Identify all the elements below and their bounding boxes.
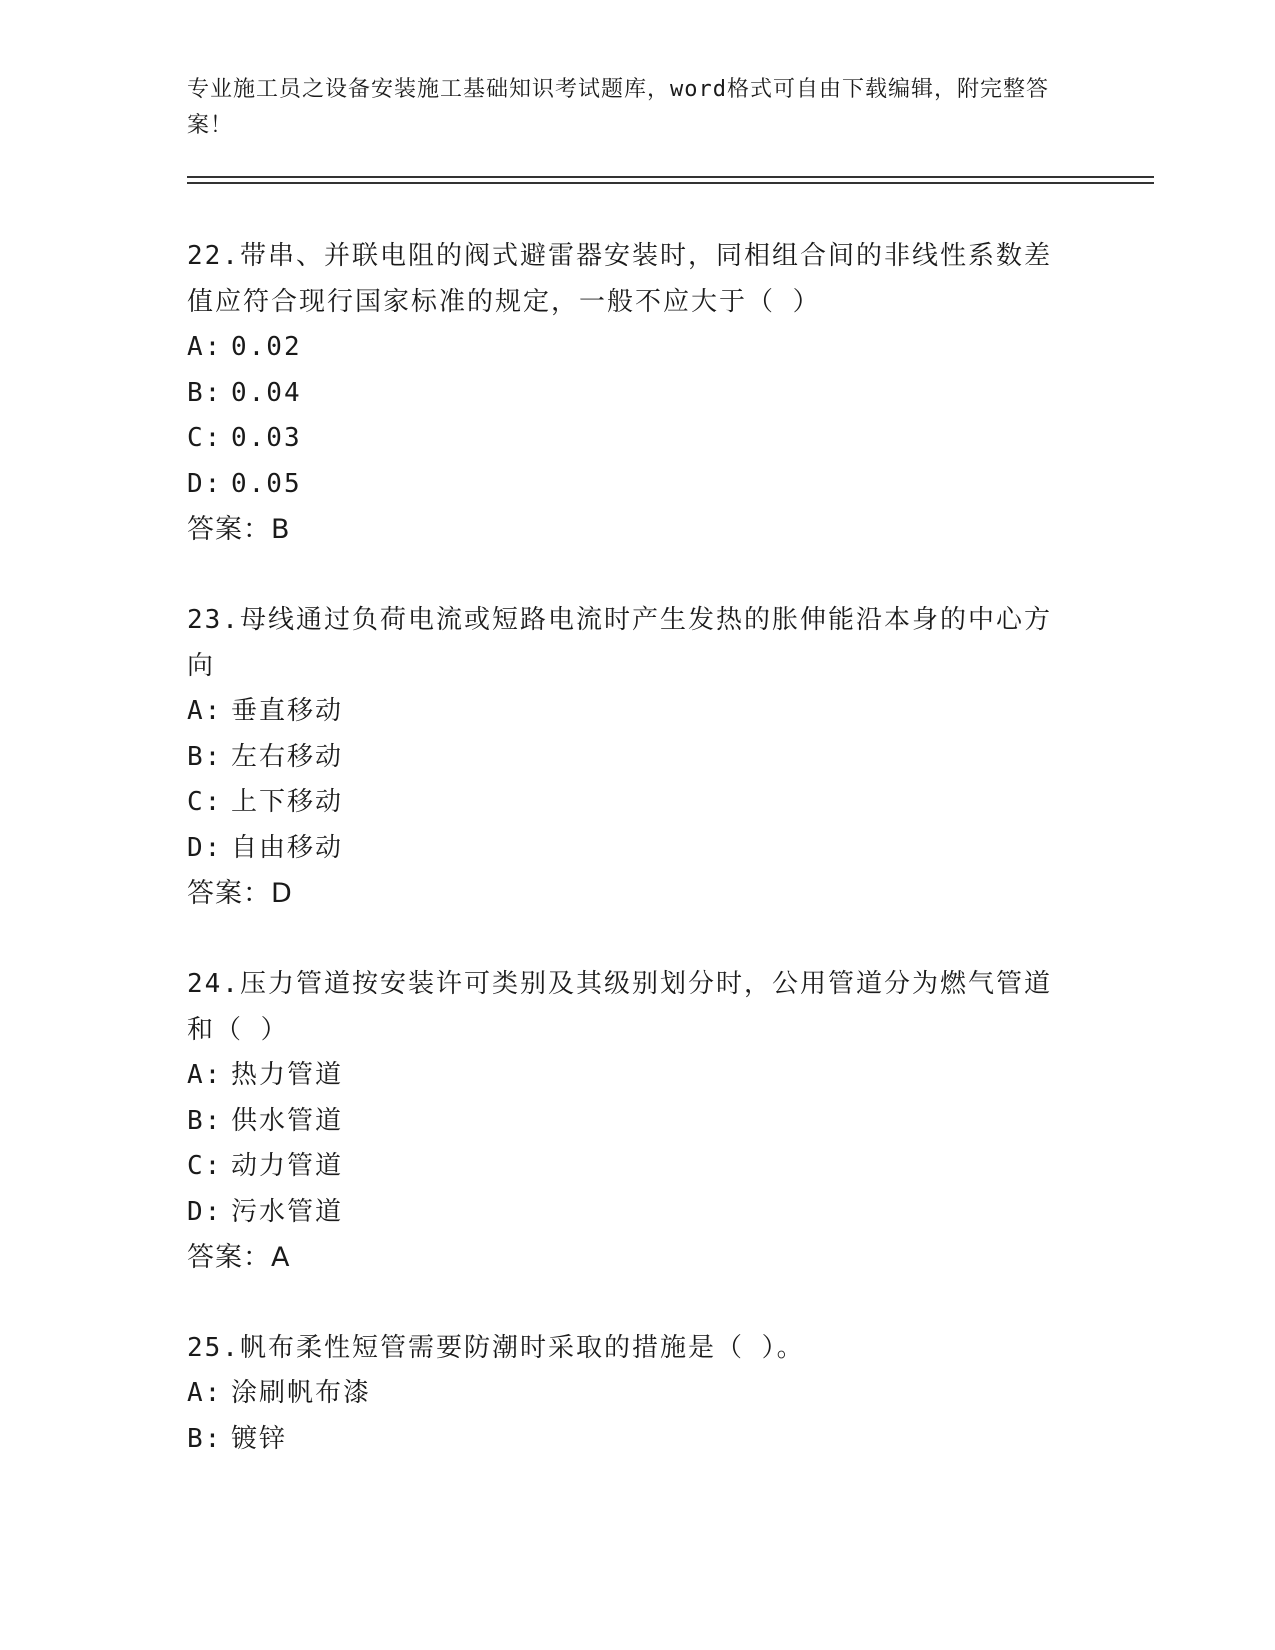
option-b [187, 1099, 1087, 1145]
answer-line: 答案：D [187, 878, 293, 909]
answer-line: 答案：A [187, 1242, 291, 1273]
option-key: B: [187, 741, 223, 772]
option-a [187, 1053, 1087, 1099]
header-divider-bottom [187, 182, 1154, 184]
option-value: 0.04 [231, 377, 302, 408]
option-value: 供水管道 [231, 1105, 344, 1136]
option-c [187, 1144, 1087, 1190]
option-b [187, 735, 1087, 781]
option-value: 自由移动 [231, 832, 344, 863]
question-list [187, 233, 1087, 1506]
option-d [187, 462, 1087, 508]
option-key: D: [187, 1196, 223, 1227]
option-key: B: [187, 1423, 223, 1454]
option-d [187, 1190, 1087, 1236]
question-text: 23.母线通过负荷电流或短路电流时产生发热的胀伸能沿本身的中心方向 [187, 605, 1052, 681]
option-key: B: [187, 377, 223, 408]
option-value: 0.05 [231, 468, 302, 499]
option-a [187, 689, 1087, 735]
header-divider-top [187, 176, 1154, 178]
option-key: D: [187, 832, 223, 863]
answer-line: 答案：B [187, 514, 291, 545]
option-value: 上下移动 [231, 787, 344, 817]
question-22 [187, 233, 1087, 553]
option-value: 左右移动 [231, 741, 344, 772]
option-value: 镀锌 [231, 1423, 288, 1454]
option-key: C: [187, 787, 223, 817]
option-b [187, 1417, 1087, 1463]
question-text: 24.压力管道按安装许可类别及其级别划分时，公用管道分为燃气管道和（ ） [187, 969, 1052, 1045]
option-value: 0.02 [231, 332, 302, 362]
option-key: A: [187, 1378, 223, 1408]
option-key: D: [187, 468, 223, 499]
option-key: A: [187, 332, 223, 362]
option-c [187, 780, 1087, 826]
option-a [187, 1371, 1087, 1417]
option-c [187, 416, 1087, 462]
option-key: A: [187, 1060, 223, 1090]
option-d [187, 826, 1087, 872]
question-text: 22.带串、并联电阻的阀式避雷器安装时，同相组合间的非线性系数差值应符合现行国家标准的规定，一般不应大于（ ） [187, 241, 1052, 317]
option-key: B: [187, 1105, 223, 1136]
option-a [187, 325, 1087, 371]
question-text: 25.帆布柔性短管需要防潮时采取的措施是（ ）。 [187, 1333, 805, 1363]
option-value: 涂刷帆布漆 [231, 1378, 372, 1408]
option-value: 垂直移动 [231, 696, 344, 726]
document-header: 专业施工员之设备安装施工基础知识考试题库，word格式可自由下载编辑，附完整答案！ [187, 77, 1049, 138]
option-key: C: [187, 1151, 223, 1181]
option-value: 0.03 [231, 423, 302, 453]
option-value: 热力管道 [231, 1060, 344, 1090]
option-b [187, 371, 1087, 417]
option-value: 动力管道 [231, 1151, 344, 1181]
option-key: C: [187, 423, 223, 453]
question-24 [187, 961, 1087, 1281]
option-value: 污水管道 [231, 1196, 344, 1227]
option-key: A: [187, 696, 223, 726]
question-23 [187, 597, 1087, 917]
question-25 [187, 1325, 1087, 1462]
